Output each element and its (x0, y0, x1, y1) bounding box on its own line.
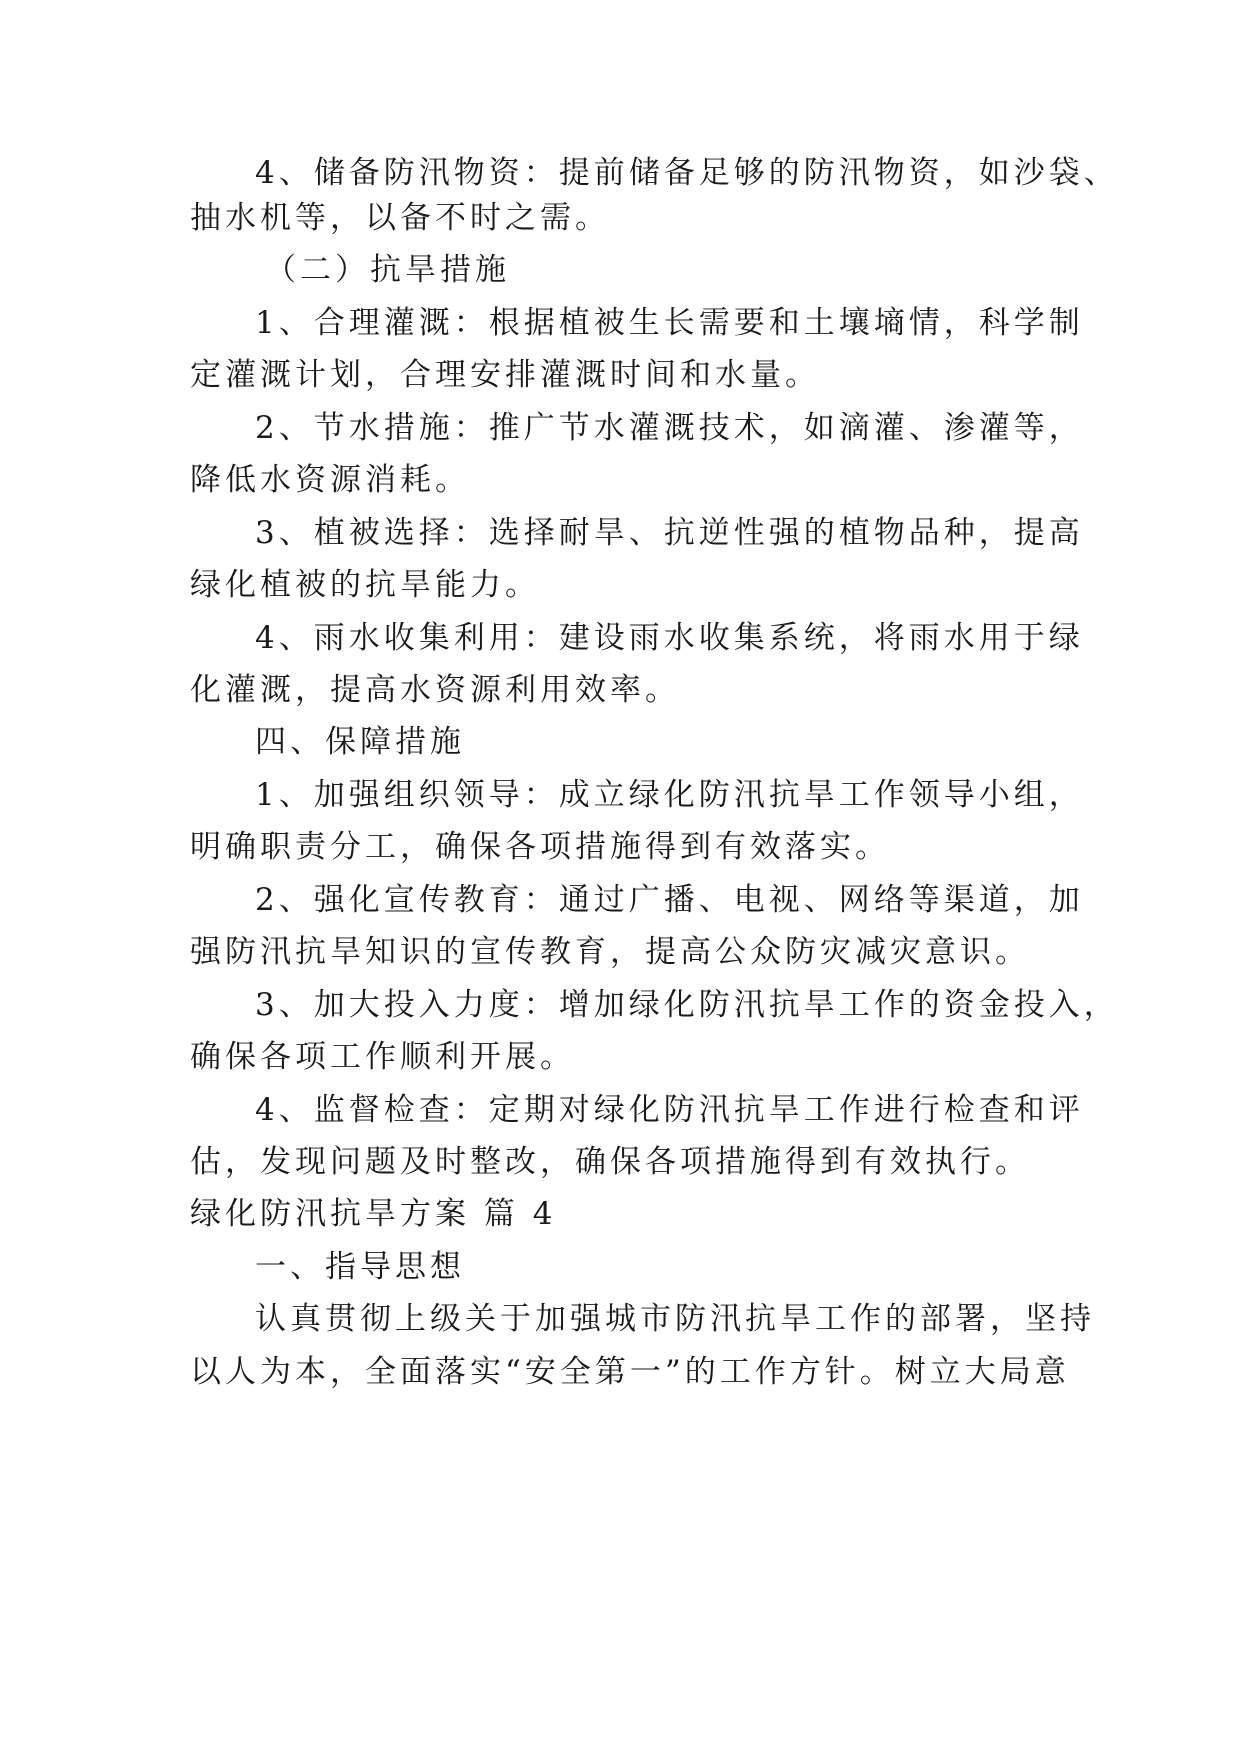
paragraph-line: 1、合理灌溉：根据植被生长需要和土壤墒情，科学制 (255, 305, 1084, 341)
paragraph-line: 明确职责分工，确保各项措施得到有效落实。 (190, 829, 890, 865)
paragraph-line: 1、加强组织领导：成立绿化防汛抗旱工作领导小组， (255, 777, 1084, 813)
paragraph-line: 3、植被选择：选择耐旱、抗逆性强的植物品种，提高 (255, 515, 1084, 551)
paragraph-line: 2、强化宣传教育：通过广播、电视、网络等渠道，加 (255, 882, 1084, 918)
paragraph-line: 强防汛抗旱知识的宣传教育，提高公众防灾减灾意识。 (190, 934, 1030, 970)
paragraph-line: 估，发现问题及时整改，确保各项措施得到有效执行。 (190, 1144, 1030, 1180)
article-title: 绿化防汛抗旱方案 篇 4 (190, 1196, 557, 1232)
paragraph-line: 以人为本，全面落实“安全第一”的工作方针。树立大局意 (190, 1354, 1070, 1390)
paragraph-line: 4、储备防汛物资：提前储备足够的防汛物资，如沙袋、 (255, 155, 1119, 191)
paragraph-line: 定灌溉计划，合理安排灌溉时间和水量。 (190, 357, 820, 393)
section-heading: 四、保障措施 (255, 724, 465, 760)
paragraph-line: 化灌溉，提高水资源利用效率。 (190, 672, 680, 708)
section-subheading: （二）抗旱措施 (265, 252, 510, 288)
section-heading: 一、指导思想 (255, 1249, 465, 1285)
paragraph-line: 绿化植被的抗旱能力。 (190, 567, 540, 603)
paragraph-line: 4、监督检查：定期对绿化防汛抗旱工作进行检查和评 (255, 1092, 1084, 1128)
paragraph-line: 4、雨水收集利用：建设雨水收集系统，将雨水用于绿 (255, 620, 1084, 656)
paragraph-line: 2、节水措施：推广节水灌溉技术，如滴灌、渗灌等， (255, 410, 1084, 446)
paragraph-line: 认真贯彻上级关于加强城市防汛抗旱工作的部署，坚持 (255, 1301, 1095, 1337)
paragraph-line: 降低水资源消耗。 (190, 462, 470, 498)
paragraph-line: 3、加大投入力度：增加绿化防汛抗旱工作的资金投入， (255, 987, 1119, 1023)
paragraph-line: 确保各项工作顺利开展。 (190, 1039, 575, 1075)
paragraph-line: 抽水机等，以备不时之需。 (190, 200, 610, 236)
